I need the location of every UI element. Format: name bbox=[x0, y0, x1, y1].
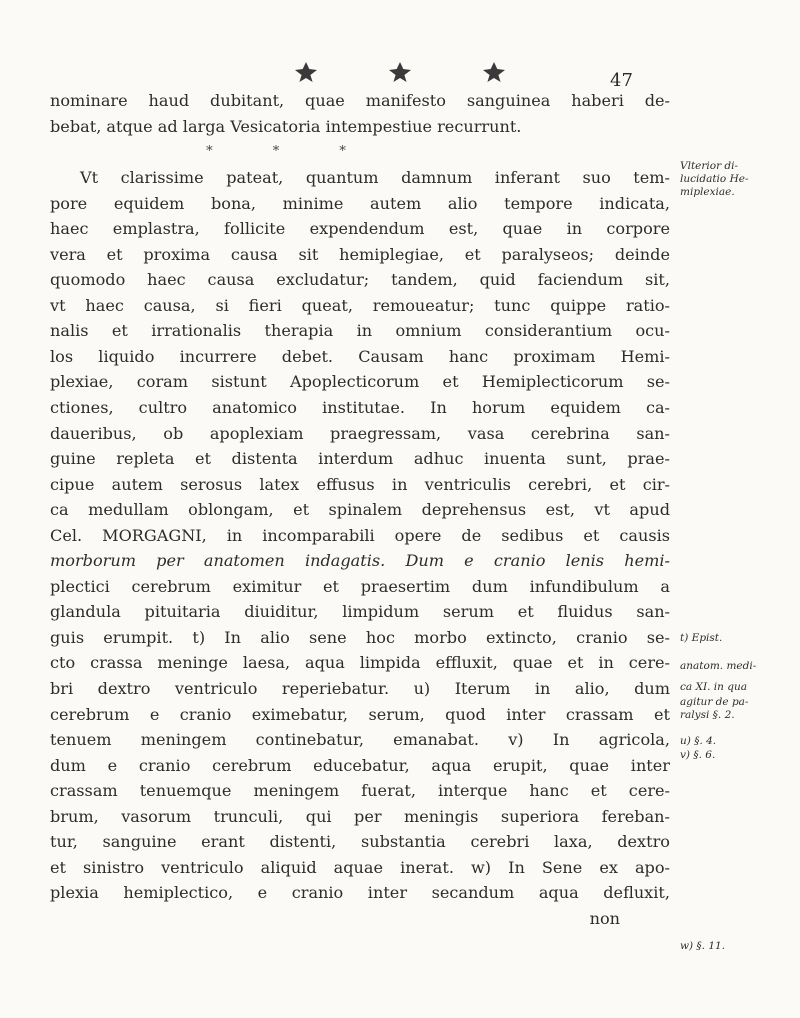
margin-note: lucidatio He- bbox=[680, 173, 749, 185]
margin-note: u) §. 4. bbox=[680, 735, 717, 747]
text-line: vt haec causa, si fieri queat, remoueatur; tunc quippe ratio- bbox=[50, 295, 670, 315]
ornament-icon bbox=[295, 62, 317, 82]
text-line: nominare haud dubitant, quae manifesto sanguinea haberi de- bbox=[50, 91, 670, 110]
ornament-icon bbox=[389, 62, 411, 82]
text-line: los liquido incurrere debet. Causam hanc proximam Hemi- bbox=[50, 346, 670, 366]
text-line: glandula pituitaria diuiditur, limpidum serum et fluidus san- bbox=[50, 602, 670, 622]
text-line: dum e cranio cerebrum educebatur, aqua erupit, quae inter bbox=[50, 755, 670, 775]
text-line: morborum per anatomen indagatis. Dum e cranio lenis hemi- bbox=[50, 551, 670, 571]
text-line: guine repleta et distenta interdum adhuc inuenta sunt, prae- bbox=[50, 449, 670, 469]
margin-note: anatom. medi- bbox=[680, 660, 757, 672]
text-line: tenuem meningem continebatur, emanabat. v) In agricola, bbox=[50, 730, 670, 750]
text-line: haec emplastra, follicite expendendum est, quae in corpore bbox=[50, 219, 670, 239]
text-line: pore equidem bona, minime autem alio tempore indicata, bbox=[50, 193, 670, 213]
text-line: quomodo haec causa excludatur; tandem, quid faciendum sit, bbox=[50, 270, 670, 290]
text-line: plectici cerebrum eximitur et praesertim dum infundibulum a bbox=[50, 576, 670, 596]
main-text bbox=[50, 88, 670, 932]
text-line: cerebrum e cranio eximebatur, serum, quod inter crassam et bbox=[50, 704, 670, 724]
margin-note: t) Epist. bbox=[680, 632, 723, 644]
margin-note: w) §. 11. bbox=[680, 940, 726, 952]
text-line: vera et proxima causa sit hemiplegiae, et paralyseos; deinde bbox=[50, 244, 670, 264]
page-number: 47 bbox=[610, 70, 633, 91]
text-line: Cel. MORGAGNI, in incomparabili opere de sedibus et causis bbox=[50, 525, 670, 545]
text-line: plexia hemiplectico, e cranio inter secandum aqua defluxit, bbox=[50, 883, 670, 903]
text-line: ctiones, cultro anatomico institutae. In horum equidem ca- bbox=[50, 398, 670, 418]
catchword: non bbox=[589, 908, 620, 928]
margin-note: ca XI. in qua bbox=[680, 681, 747, 693]
ornament-icon bbox=[483, 62, 505, 82]
text-line: plexiae, coram sistunt Apoplecticorum et Hemiplecticorum se- bbox=[50, 372, 670, 392]
text-line: crassam tenuemque meningem fuerat, interque hanc et cere- bbox=[50, 781, 670, 801]
text-line: ca medullam oblongam, et spinalem deprehensus est, vt apud bbox=[50, 500, 670, 520]
text-line: et sinistro ventriculo aliquid aquae inerat. w) In Sene ex apo- bbox=[50, 857, 670, 877]
margin-note: v) §. 6. bbox=[680, 749, 716, 761]
margin-note: ralysi §. 2. bbox=[680, 709, 735, 721]
text-line: cto crassa meninge laesa, aqua limpida effluxit, quae et in cere- bbox=[50, 653, 670, 673]
text-line: bri dextro ventriculo reperiebatur. u) Iterum in alio, dum bbox=[50, 679, 670, 699]
text-line: guis erumpit. t) In alio sene hoc morbo extincto, cranio se- bbox=[50, 627, 670, 647]
text-line: brum, vasorum trunculi, qui per meningis superiora fereban- bbox=[50, 806, 670, 826]
section-separator: * * * bbox=[206, 144, 374, 160]
margin-note: agitur de pa- bbox=[680, 696, 749, 708]
margin-note: Vlterior di- bbox=[680, 160, 739, 172]
margin-note: miplexiae. bbox=[680, 186, 735, 198]
text-line: Vt clarissime pateat, quantum damnum inferant suo tem- bbox=[80, 168, 670, 188]
page-ornaments bbox=[0, 62, 800, 87]
text-line: bebat, atque ad larga Vesicatoria intempestiue recurrunt. bbox=[50, 116, 522, 136]
text-line: cipue autem serosus latex effusus in ventriculis cerebri, et cir- bbox=[50, 474, 670, 494]
text-line: nalis et irrationalis therapia in omnium considerantium ocu- bbox=[50, 321, 670, 341]
text-line: daueribus, ob apoplexiam praegressam, vasa cerebrina san- bbox=[50, 423, 670, 443]
text-line: tur, sanguine erant distenti, substantia cerebri laxa, dextro bbox=[50, 832, 670, 852]
